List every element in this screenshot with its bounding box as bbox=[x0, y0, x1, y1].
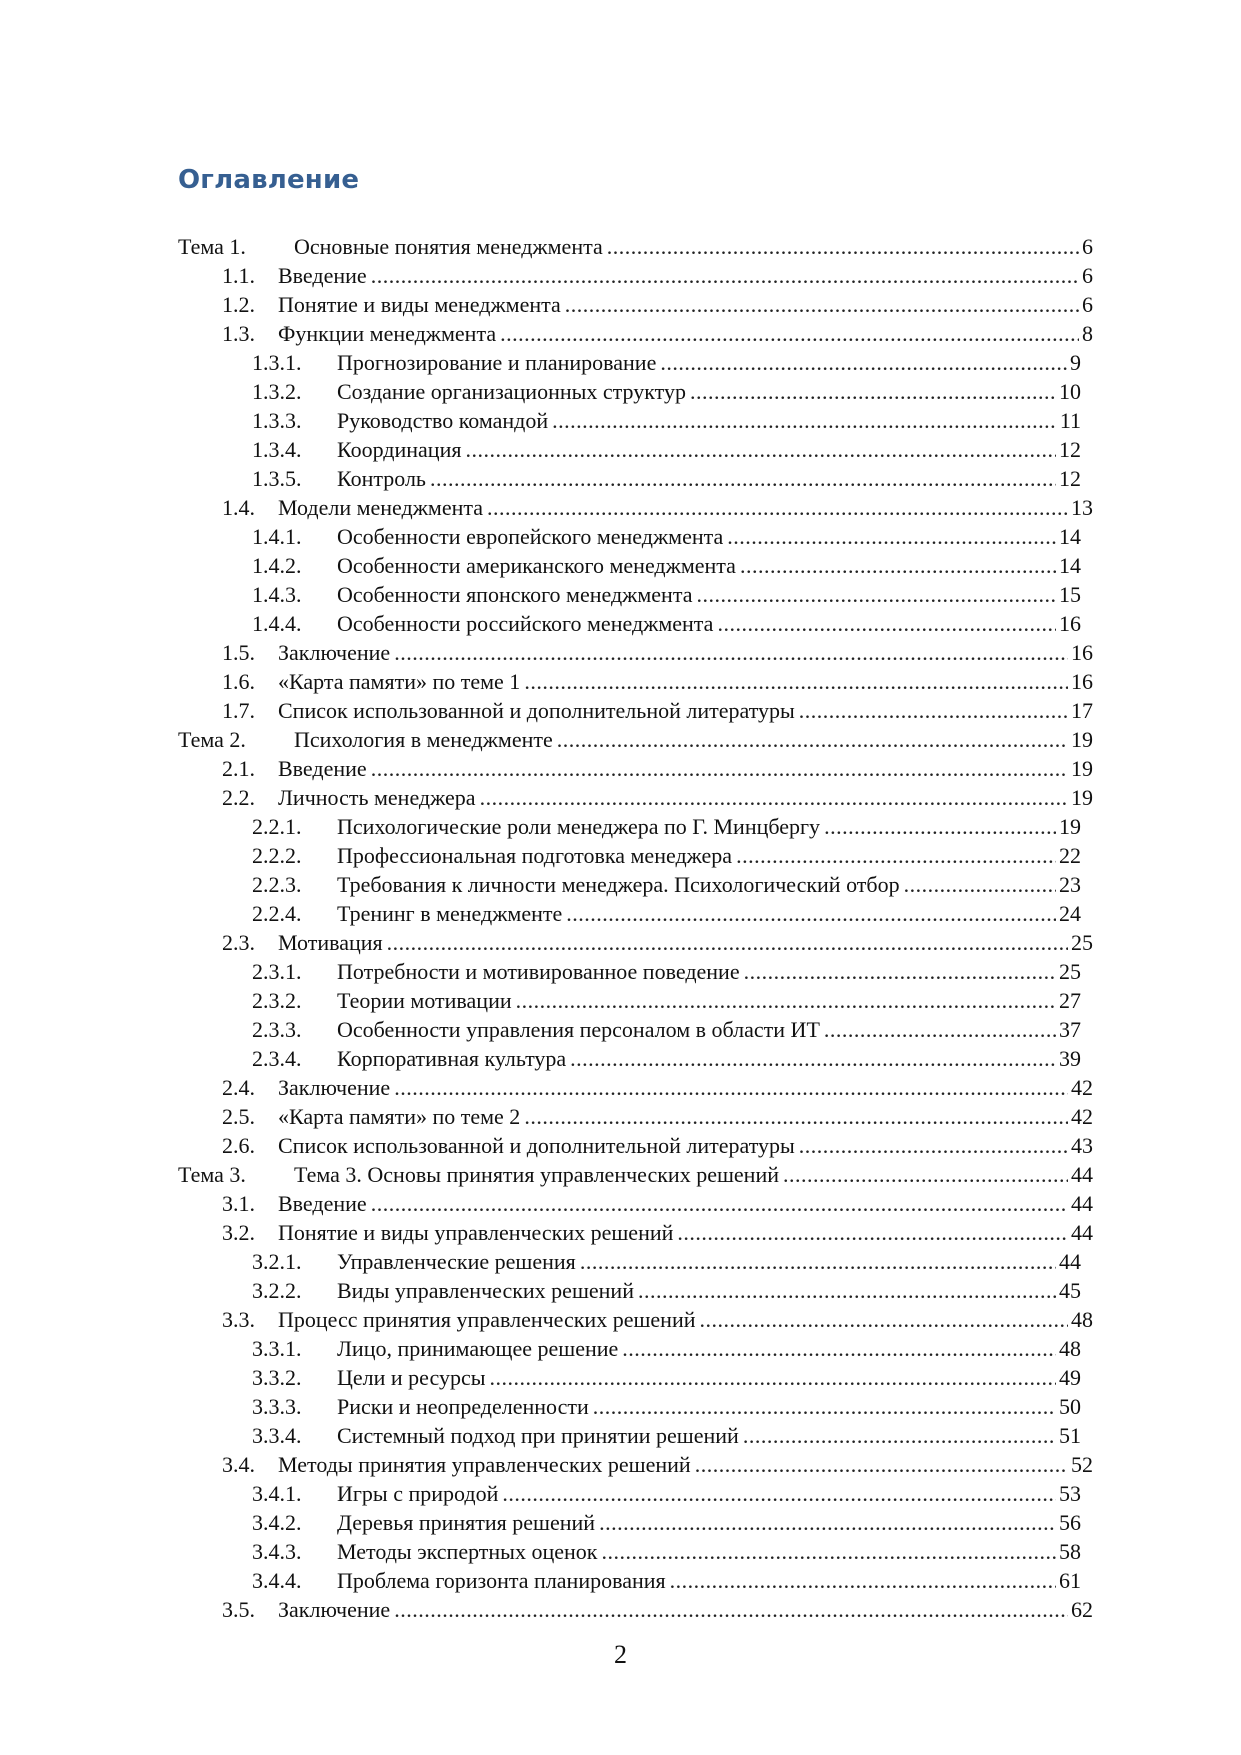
toc-entry-page: 24 bbox=[1059, 901, 1081, 926]
toc-entry-number: 3.2. bbox=[222, 1220, 255, 1245]
toc-entry-title[interactable]: Лицо, принимающее решение bbox=[337, 1336, 619, 1361]
dot-leader bbox=[677, 1218, 1068, 1247]
toc-entry-title[interactable]: Введение bbox=[278, 756, 367, 781]
toc-entry-line bbox=[278, 1131, 1093, 1160]
toc-entry-number: 3.4.3. bbox=[252, 1539, 302, 1564]
dot-leader bbox=[670, 1566, 1056, 1595]
toc-entry-page: 19 bbox=[1071, 785, 1093, 810]
toc-entry[interactable] bbox=[178, 1247, 1093, 1276]
toc-entry-line bbox=[337, 1363, 1081, 1392]
dot-leader bbox=[700, 1305, 1069, 1334]
toc-entry-number: 1.4.3. bbox=[252, 582, 302, 607]
dot-leader bbox=[394, 1073, 1068, 1102]
toc-entry[interactable] bbox=[178, 696, 1093, 725]
toc-entry-title[interactable]: Введение bbox=[278, 1191, 367, 1216]
toc-entry[interactable] bbox=[178, 1363, 1093, 1392]
toc-entry-page: 52 bbox=[1071, 1452, 1093, 1477]
dot-leader bbox=[524, 1102, 1068, 1131]
dot-leader bbox=[736, 841, 1056, 870]
toc-entry[interactable] bbox=[178, 1450, 1093, 1479]
toc-entry-number: 2.2.1. bbox=[252, 814, 302, 839]
toc-entry[interactable] bbox=[178, 899, 1093, 928]
toc-entry[interactable] bbox=[178, 1131, 1093, 1160]
toc-entry-line bbox=[337, 1537, 1081, 1566]
toc-entry[interactable] bbox=[178, 522, 1093, 551]
toc-entry-line bbox=[337, 580, 1081, 609]
dot-leader bbox=[552, 406, 1057, 435]
toc-entry-title[interactable]: Проблема горизонта планирования bbox=[337, 1568, 666, 1593]
toc-entry-line bbox=[278, 319, 1093, 348]
toc-entry-line bbox=[278, 261, 1093, 290]
toc-entry[interactable] bbox=[178, 348, 1093, 377]
toc-entry-number: 3.1. bbox=[222, 1191, 255, 1216]
dot-leader bbox=[557, 725, 1068, 754]
toc-entry-line bbox=[337, 841, 1081, 870]
dot-leader bbox=[824, 812, 1056, 841]
toc-entry[interactable] bbox=[178, 580, 1093, 609]
toc-entry-number: 3.2.1. bbox=[252, 1249, 302, 1274]
toc-entry[interactable] bbox=[178, 1392, 1093, 1421]
toc-entry-page: 16 bbox=[1071, 640, 1093, 665]
toc-entry-number: 2.6. bbox=[222, 1133, 255, 1158]
toc-entry-title[interactable]: Требования к личности менеджера. Психологический отбор bbox=[337, 872, 900, 897]
toc-entry-title[interactable]: Системный подход при принятии решений bbox=[337, 1423, 739, 1448]
toc-entry-line bbox=[278, 667, 1093, 696]
toc-entry-title[interactable]: Теории мотивации bbox=[337, 988, 512, 1013]
dot-leader bbox=[593, 1392, 1056, 1421]
toc-entry-number: 1.6. bbox=[222, 669, 255, 694]
toc-entry-line bbox=[278, 290, 1093, 319]
toc-entry-number: 3.4.1. bbox=[252, 1481, 302, 1506]
toc-entry-line bbox=[337, 1044, 1081, 1073]
toc-entry-title[interactable]: Тренинг в менеджменте bbox=[337, 901, 563, 926]
toc-entry-page: 39 bbox=[1059, 1046, 1081, 1071]
toc-entry-title[interactable]: Координация bbox=[337, 437, 462, 462]
toc-entry-page: 6 bbox=[1082, 263, 1093, 288]
toc-entry[interactable] bbox=[178, 754, 1093, 783]
toc-entry-line bbox=[337, 1479, 1081, 1508]
toc-entry-page: 42 bbox=[1071, 1104, 1093, 1129]
toc-entry-page: 58 bbox=[1059, 1539, 1081, 1564]
toc-entry-page: 51 bbox=[1059, 1423, 1081, 1448]
toc-entry-number: 1.5. bbox=[222, 640, 255, 665]
toc-entry-line bbox=[337, 406, 1081, 435]
toc-entry[interactable] bbox=[178, 1044, 1093, 1073]
dot-leader bbox=[799, 1131, 1068, 1160]
dot-leader bbox=[371, 261, 1079, 290]
toc-entry-page: 19 bbox=[1071, 727, 1093, 752]
toc-entry-title[interactable]: Понятие и виды управленческих решений bbox=[278, 1220, 674, 1245]
toc-entry[interactable] bbox=[178, 319, 1093, 348]
toc-entry-page: 11 bbox=[1059, 408, 1081, 433]
toc-entry-title[interactable]: Психология в менеджменте bbox=[294, 727, 553, 752]
dot-leader bbox=[607, 232, 1079, 261]
toc-entry[interactable] bbox=[178, 1218, 1093, 1247]
toc-entry-number: 1.7. bbox=[222, 698, 255, 723]
toc-entry-line bbox=[337, 377, 1081, 406]
toc-entry-number: 2.1. bbox=[222, 756, 255, 781]
toc-entry-number: 3.3.3. bbox=[252, 1394, 302, 1419]
toc-entry-number: 1.2. bbox=[222, 292, 255, 317]
toc-entry-page: 10 bbox=[1059, 379, 1081, 404]
toc-entry-number: Тема 3. bbox=[178, 1162, 246, 1187]
dot-leader bbox=[696, 580, 1056, 609]
toc-entry-title[interactable]: Создание организационных структур bbox=[337, 379, 686, 404]
toc-entry-page: 43 bbox=[1071, 1133, 1093, 1158]
toc-entry-page: 48 bbox=[1059, 1336, 1081, 1361]
toc-entry-number: 1.4. bbox=[222, 495, 255, 520]
toc-entry-title[interactable]: Методы экспертных оценок bbox=[337, 1539, 598, 1564]
toc-entry[interactable] bbox=[178, 1566, 1093, 1595]
toc-heading: Оглавление bbox=[178, 165, 360, 195]
page-number: 2 bbox=[614, 1640, 627, 1669]
toc-entry-title[interactable]: Заключение bbox=[278, 1075, 391, 1100]
dot-leader bbox=[394, 638, 1068, 667]
toc-entry-line bbox=[294, 232, 1093, 261]
dot-leader bbox=[690, 377, 1056, 406]
toc-entry-number: 2.2.4. bbox=[252, 901, 302, 926]
toc-entry[interactable] bbox=[178, 638, 1093, 667]
toc-entry-title[interactable]: Мотивация bbox=[278, 930, 383, 955]
toc-entry-line bbox=[337, 609, 1081, 638]
toc-entry-line bbox=[278, 1450, 1093, 1479]
toc-entry[interactable] bbox=[178, 667, 1093, 696]
toc-entry-number: 3.5. bbox=[222, 1597, 255, 1622]
toc-entry-title[interactable]: Контроль bbox=[337, 466, 426, 491]
toc-entry[interactable] bbox=[178, 783, 1093, 812]
toc-entry-title[interactable]: Понятие и виды менеджмента bbox=[278, 292, 561, 317]
table-of-contents bbox=[178, 232, 1093, 1624]
dot-leader bbox=[430, 464, 1056, 493]
toc-entry-page: 42 bbox=[1071, 1075, 1093, 1100]
toc-entry-page: 62 bbox=[1071, 1597, 1093, 1622]
toc-entry[interactable] bbox=[178, 1276, 1093, 1305]
toc-entry[interactable] bbox=[178, 1479, 1093, 1508]
toc-entry-title[interactable]: Особенности европейского менеджмента bbox=[337, 524, 724, 549]
toc-entry-line bbox=[337, 522, 1081, 551]
toc-entry-line bbox=[337, 870, 1081, 899]
toc-entry-line bbox=[278, 696, 1093, 725]
toc-entry-page: 45 bbox=[1059, 1278, 1081, 1303]
dot-leader bbox=[599, 1508, 1056, 1537]
toc-entry-title[interactable]: Процесс принятия управленческих решений bbox=[278, 1307, 696, 1332]
toc-entry-number: 1.3. bbox=[222, 321, 255, 346]
dot-leader bbox=[502, 1479, 1056, 1508]
toc-entry[interactable] bbox=[178, 435, 1093, 464]
dot-leader bbox=[565, 290, 1079, 319]
toc-entry-page: 16 bbox=[1071, 669, 1093, 694]
toc-entry-page: 16 bbox=[1059, 611, 1081, 636]
toc-entry-number: 3.4.2. bbox=[252, 1510, 302, 1535]
toc-entry[interactable] bbox=[178, 609, 1093, 638]
dot-leader bbox=[566, 899, 1056, 928]
toc-entry-page: 19 bbox=[1071, 756, 1093, 781]
toc-entry-title[interactable]: Психологические роли менеджера по Г. Минцбергу bbox=[337, 814, 821, 839]
toc-entry-number: 3.4. bbox=[222, 1452, 255, 1477]
toc-entry-title[interactable]: Модели менеджмента bbox=[278, 495, 484, 520]
dot-leader bbox=[465, 435, 1056, 464]
toc-entry-title[interactable]: Управленческие решения bbox=[337, 1249, 576, 1274]
toc-entry-title[interactable]: «Карта памяти» по теме 2 bbox=[278, 1104, 521, 1129]
toc-entry-title[interactable]: Игры с природой bbox=[337, 1481, 499, 1506]
dot-leader bbox=[783, 1160, 1068, 1189]
toc-entry-title[interactable]: Деревья принятия решений bbox=[337, 1510, 596, 1535]
toc-entry-page: 9 bbox=[1070, 350, 1081, 375]
toc-entry-line bbox=[278, 1218, 1093, 1247]
dot-leader bbox=[516, 986, 1056, 1015]
toc-entry-number: 1.3.2. bbox=[252, 379, 302, 404]
toc-entry-number: 2.3. bbox=[222, 930, 255, 955]
toc-entry-title[interactable]: Особенности управления персоналом в области ИТ bbox=[337, 1017, 820, 1042]
toc-entry-page: 15 bbox=[1059, 582, 1081, 607]
toc-entry-number: 1.4.1. bbox=[252, 524, 302, 549]
toc-entry-page: 61 bbox=[1059, 1568, 1081, 1593]
toc-entry-line bbox=[294, 1160, 1093, 1189]
toc-entry-title[interactable]: Заключение bbox=[278, 1597, 391, 1622]
toc-entry[interactable] bbox=[178, 464, 1093, 493]
toc-entry-page: 53 bbox=[1059, 1481, 1081, 1506]
toc-entry-line bbox=[337, 1015, 1081, 1044]
toc-entry-page: 50 bbox=[1059, 1394, 1081, 1419]
toc-entry-line bbox=[278, 493, 1093, 522]
dot-leader bbox=[371, 754, 1068, 783]
dot-leader bbox=[743, 1421, 1056, 1450]
toc-entry-page: 6 bbox=[1082, 292, 1093, 317]
toc-entry-number: 2.3.3. bbox=[252, 1017, 302, 1042]
toc-entry-line bbox=[294, 725, 1093, 754]
dot-leader bbox=[695, 1450, 1068, 1479]
toc-entry[interactable] bbox=[178, 870, 1093, 899]
toc-entry-page: 44 bbox=[1071, 1220, 1093, 1245]
toc-entry-page: 19 bbox=[1059, 814, 1081, 839]
toc-entry-number: 1.3.1. bbox=[252, 350, 302, 375]
dot-leader bbox=[744, 957, 1056, 986]
dot-leader bbox=[740, 551, 1056, 580]
toc-entry-line bbox=[337, 1508, 1081, 1537]
toc-entry-page: 27 bbox=[1059, 988, 1081, 1013]
toc-entry[interactable] bbox=[178, 1189, 1093, 1218]
toc-entry-line bbox=[278, 928, 1093, 957]
toc-entry-line bbox=[278, 638, 1093, 667]
toc-entry-line bbox=[337, 1247, 1081, 1276]
toc-entry-title[interactable]: Особенности японского менеджмента bbox=[337, 582, 693, 607]
toc-entry[interactable] bbox=[178, 812, 1093, 841]
toc-entry-number: 2.2.2. bbox=[252, 843, 302, 868]
dot-leader bbox=[717, 609, 1056, 638]
dot-leader bbox=[387, 928, 1068, 957]
toc-entry-number: 3.3. bbox=[222, 1307, 255, 1332]
toc-entry-title[interactable]: Риски и неопределенности bbox=[337, 1394, 589, 1419]
toc-entry[interactable] bbox=[178, 290, 1093, 319]
toc-entry[interactable] bbox=[178, 1015, 1093, 1044]
toc-entry[interactable] bbox=[178, 261, 1093, 290]
toc-entry-number: 2.2. bbox=[222, 785, 255, 810]
toc-entry-number: 2.3.1. bbox=[252, 959, 302, 984]
toc-entry[interactable] bbox=[178, 232, 1093, 261]
toc-entry-number: 3.4.4. bbox=[252, 1568, 302, 1593]
toc-entry-line bbox=[278, 1189, 1093, 1218]
toc-entry[interactable] bbox=[178, 1334, 1093, 1363]
toc-entry-line bbox=[337, 1566, 1081, 1595]
toc-entry-number: 3.3.1. bbox=[252, 1336, 302, 1361]
dot-leader bbox=[638, 1276, 1056, 1305]
toc-entry-line bbox=[278, 1102, 1093, 1131]
toc-entry-line bbox=[337, 348, 1081, 377]
dot-leader bbox=[622, 1334, 1056, 1363]
toc-entry-title[interactable]: Основные понятия менеджмента bbox=[294, 234, 603, 259]
toc-entry[interactable] bbox=[178, 1421, 1093, 1450]
toc-entry-line bbox=[337, 1392, 1081, 1421]
toc-entry-title[interactable]: Руководство командой bbox=[337, 408, 549, 433]
dot-leader bbox=[570, 1044, 1056, 1073]
toc-entry-line bbox=[337, 899, 1081, 928]
dot-leader bbox=[824, 1015, 1056, 1044]
toc-entry[interactable] bbox=[178, 986, 1093, 1015]
toc-entry-number: 2.2.3. bbox=[252, 872, 302, 897]
toc-entry-page: 49 bbox=[1059, 1365, 1081, 1390]
toc-entry[interactable] bbox=[178, 1537, 1093, 1566]
toc-entry-number: Тема 2. bbox=[178, 727, 246, 752]
toc-entry-number: 2.4. bbox=[222, 1075, 255, 1100]
toc-entry-line bbox=[337, 957, 1081, 986]
dot-leader bbox=[601, 1537, 1056, 1566]
toc-entry[interactable] bbox=[178, 1508, 1093, 1537]
toc-entry-page: 14 bbox=[1059, 524, 1081, 549]
dot-leader bbox=[660, 348, 1067, 377]
toc-entry-line bbox=[337, 1334, 1081, 1363]
toc-entry[interactable] bbox=[178, 493, 1093, 522]
toc-entry-number: 1.4.2. bbox=[252, 553, 302, 578]
toc-entry[interactable] bbox=[178, 1305, 1093, 1334]
toc-entry-title[interactable]: Особенности российского менеджмента bbox=[337, 611, 714, 636]
toc-entry-page: 23 bbox=[1059, 872, 1081, 897]
toc-entry-number: 1.3.3. bbox=[252, 408, 302, 433]
toc-entry[interactable] bbox=[178, 957, 1093, 986]
toc-entry-line bbox=[278, 1595, 1093, 1624]
toc-entry-number: 1.1. bbox=[222, 263, 255, 288]
toc-entry[interactable] bbox=[178, 1102, 1093, 1131]
toc-entry-title[interactable]: Заключение bbox=[278, 640, 391, 665]
toc-entry-title[interactable]: Корпоративная культура bbox=[337, 1046, 567, 1071]
toc-entry-page: 44 bbox=[1059, 1249, 1081, 1274]
toc-entry-page: 14 bbox=[1059, 553, 1081, 578]
toc-entry-line bbox=[337, 551, 1081, 580]
toc-entry[interactable] bbox=[178, 725, 1093, 754]
toc-entry-line bbox=[337, 435, 1081, 464]
toc-entry-page: 22 bbox=[1059, 843, 1081, 868]
toc-entry-page: 44 bbox=[1071, 1191, 1093, 1216]
toc-entry-title[interactable]: Личность менеджера bbox=[278, 785, 476, 810]
toc-entry-line bbox=[337, 1421, 1081, 1450]
toc-entry-title[interactable]: Профессиональная подготовка менеджера bbox=[337, 843, 733, 868]
toc-entry-page: 37 bbox=[1059, 1017, 1081, 1042]
toc-entry-page: 12 bbox=[1059, 466, 1081, 491]
dot-leader bbox=[524, 667, 1068, 696]
toc-entry[interactable] bbox=[178, 1073, 1093, 1102]
dot-leader bbox=[394, 1595, 1068, 1624]
toc-entry[interactable] bbox=[178, 551, 1093, 580]
dot-leader bbox=[799, 696, 1068, 725]
toc-entry-number: 1.3.5. bbox=[252, 466, 302, 491]
toc-entry-title[interactable]: Функции менеджмента bbox=[278, 321, 497, 346]
toc-entry-title[interactable]: Прогнозирование и планирование bbox=[337, 350, 657, 375]
toc-entry-line bbox=[337, 464, 1081, 493]
toc-entry[interactable] bbox=[178, 841, 1093, 870]
toc-entry-number: 1.3.4. bbox=[252, 437, 302, 462]
toc-entry-title[interactable]: «Карта памяти» по теме 1 bbox=[278, 669, 521, 694]
dot-leader bbox=[490, 1363, 1056, 1392]
dot-leader bbox=[480, 783, 1068, 812]
toc-entry-page: 12 bbox=[1059, 437, 1081, 462]
toc-entry-line bbox=[337, 812, 1081, 841]
toc-entry-line bbox=[278, 1073, 1093, 1102]
toc-entry-title[interactable]: Введение bbox=[278, 263, 367, 288]
toc-entry-page: 25 bbox=[1071, 930, 1093, 955]
toc-entry-title[interactable]: Тема 3. Основы принятия управленческих решений bbox=[294, 1162, 779, 1187]
toc-entry-page: 56 bbox=[1059, 1510, 1081, 1535]
toc-entry-line bbox=[278, 783, 1093, 812]
toc-entry-page: 25 bbox=[1059, 959, 1081, 984]
toc-entry-number: 3.2.2. bbox=[252, 1278, 302, 1303]
toc-entry-number: 2.3.4. bbox=[252, 1046, 302, 1071]
toc-entry[interactable] bbox=[178, 1595, 1093, 1624]
toc-entry-title[interactable]: Потребности и мотивированное поведение bbox=[337, 959, 740, 984]
toc-entry-page: 13 bbox=[1071, 495, 1093, 520]
dot-leader bbox=[371, 1189, 1068, 1218]
toc-entry[interactable] bbox=[178, 1160, 1093, 1189]
toc-entry-number: 1.4.4. bbox=[252, 611, 302, 636]
dot-leader bbox=[580, 1247, 1056, 1276]
dot-leader bbox=[727, 522, 1056, 551]
toc-entry[interactable] bbox=[178, 928, 1093, 957]
toc-entry-page: 8 bbox=[1082, 321, 1093, 346]
dot-leader bbox=[904, 870, 1056, 899]
toc-entry-number: Тема 1. bbox=[178, 234, 246, 259]
toc-entry-page: 6 bbox=[1082, 234, 1093, 259]
toc-entry-title[interactable]: Особенности американского менеджмента bbox=[337, 553, 736, 578]
toc-entry-number: 2.3.2. bbox=[252, 988, 302, 1013]
dot-leader bbox=[487, 493, 1068, 522]
toc-entry-page: 44 bbox=[1071, 1162, 1093, 1187]
toc-entry-page: 17 bbox=[1071, 698, 1093, 723]
toc-entry-title[interactable]: Методы принятия управленческих решений bbox=[278, 1452, 691, 1477]
toc-entry-title[interactable]: Список использованной и дополнительной литературы bbox=[278, 698, 795, 723]
toc-entry[interactable] bbox=[178, 406, 1093, 435]
toc-entry-line bbox=[278, 1305, 1093, 1334]
toc-entry-title[interactable]: Цели и ресурсы bbox=[337, 1365, 486, 1390]
toc-entry[interactable] bbox=[178, 377, 1093, 406]
toc-entry-page: 48 bbox=[1071, 1307, 1093, 1332]
toc-entry-number: 3.3.4. bbox=[252, 1423, 302, 1448]
toc-entry-line bbox=[337, 1276, 1081, 1305]
toc-entry-line bbox=[337, 986, 1081, 1015]
toc-entry-number: 3.3.2. bbox=[252, 1365, 302, 1390]
toc-entry-number: 2.5. bbox=[222, 1104, 255, 1129]
toc-entry-title[interactable]: Виды управленческих решений bbox=[337, 1278, 634, 1303]
toc-entry-line bbox=[278, 754, 1093, 783]
dot-leader bbox=[500, 319, 1079, 348]
toc-entry-title[interactable]: Список использованной и дополнительной литературы bbox=[278, 1133, 795, 1158]
